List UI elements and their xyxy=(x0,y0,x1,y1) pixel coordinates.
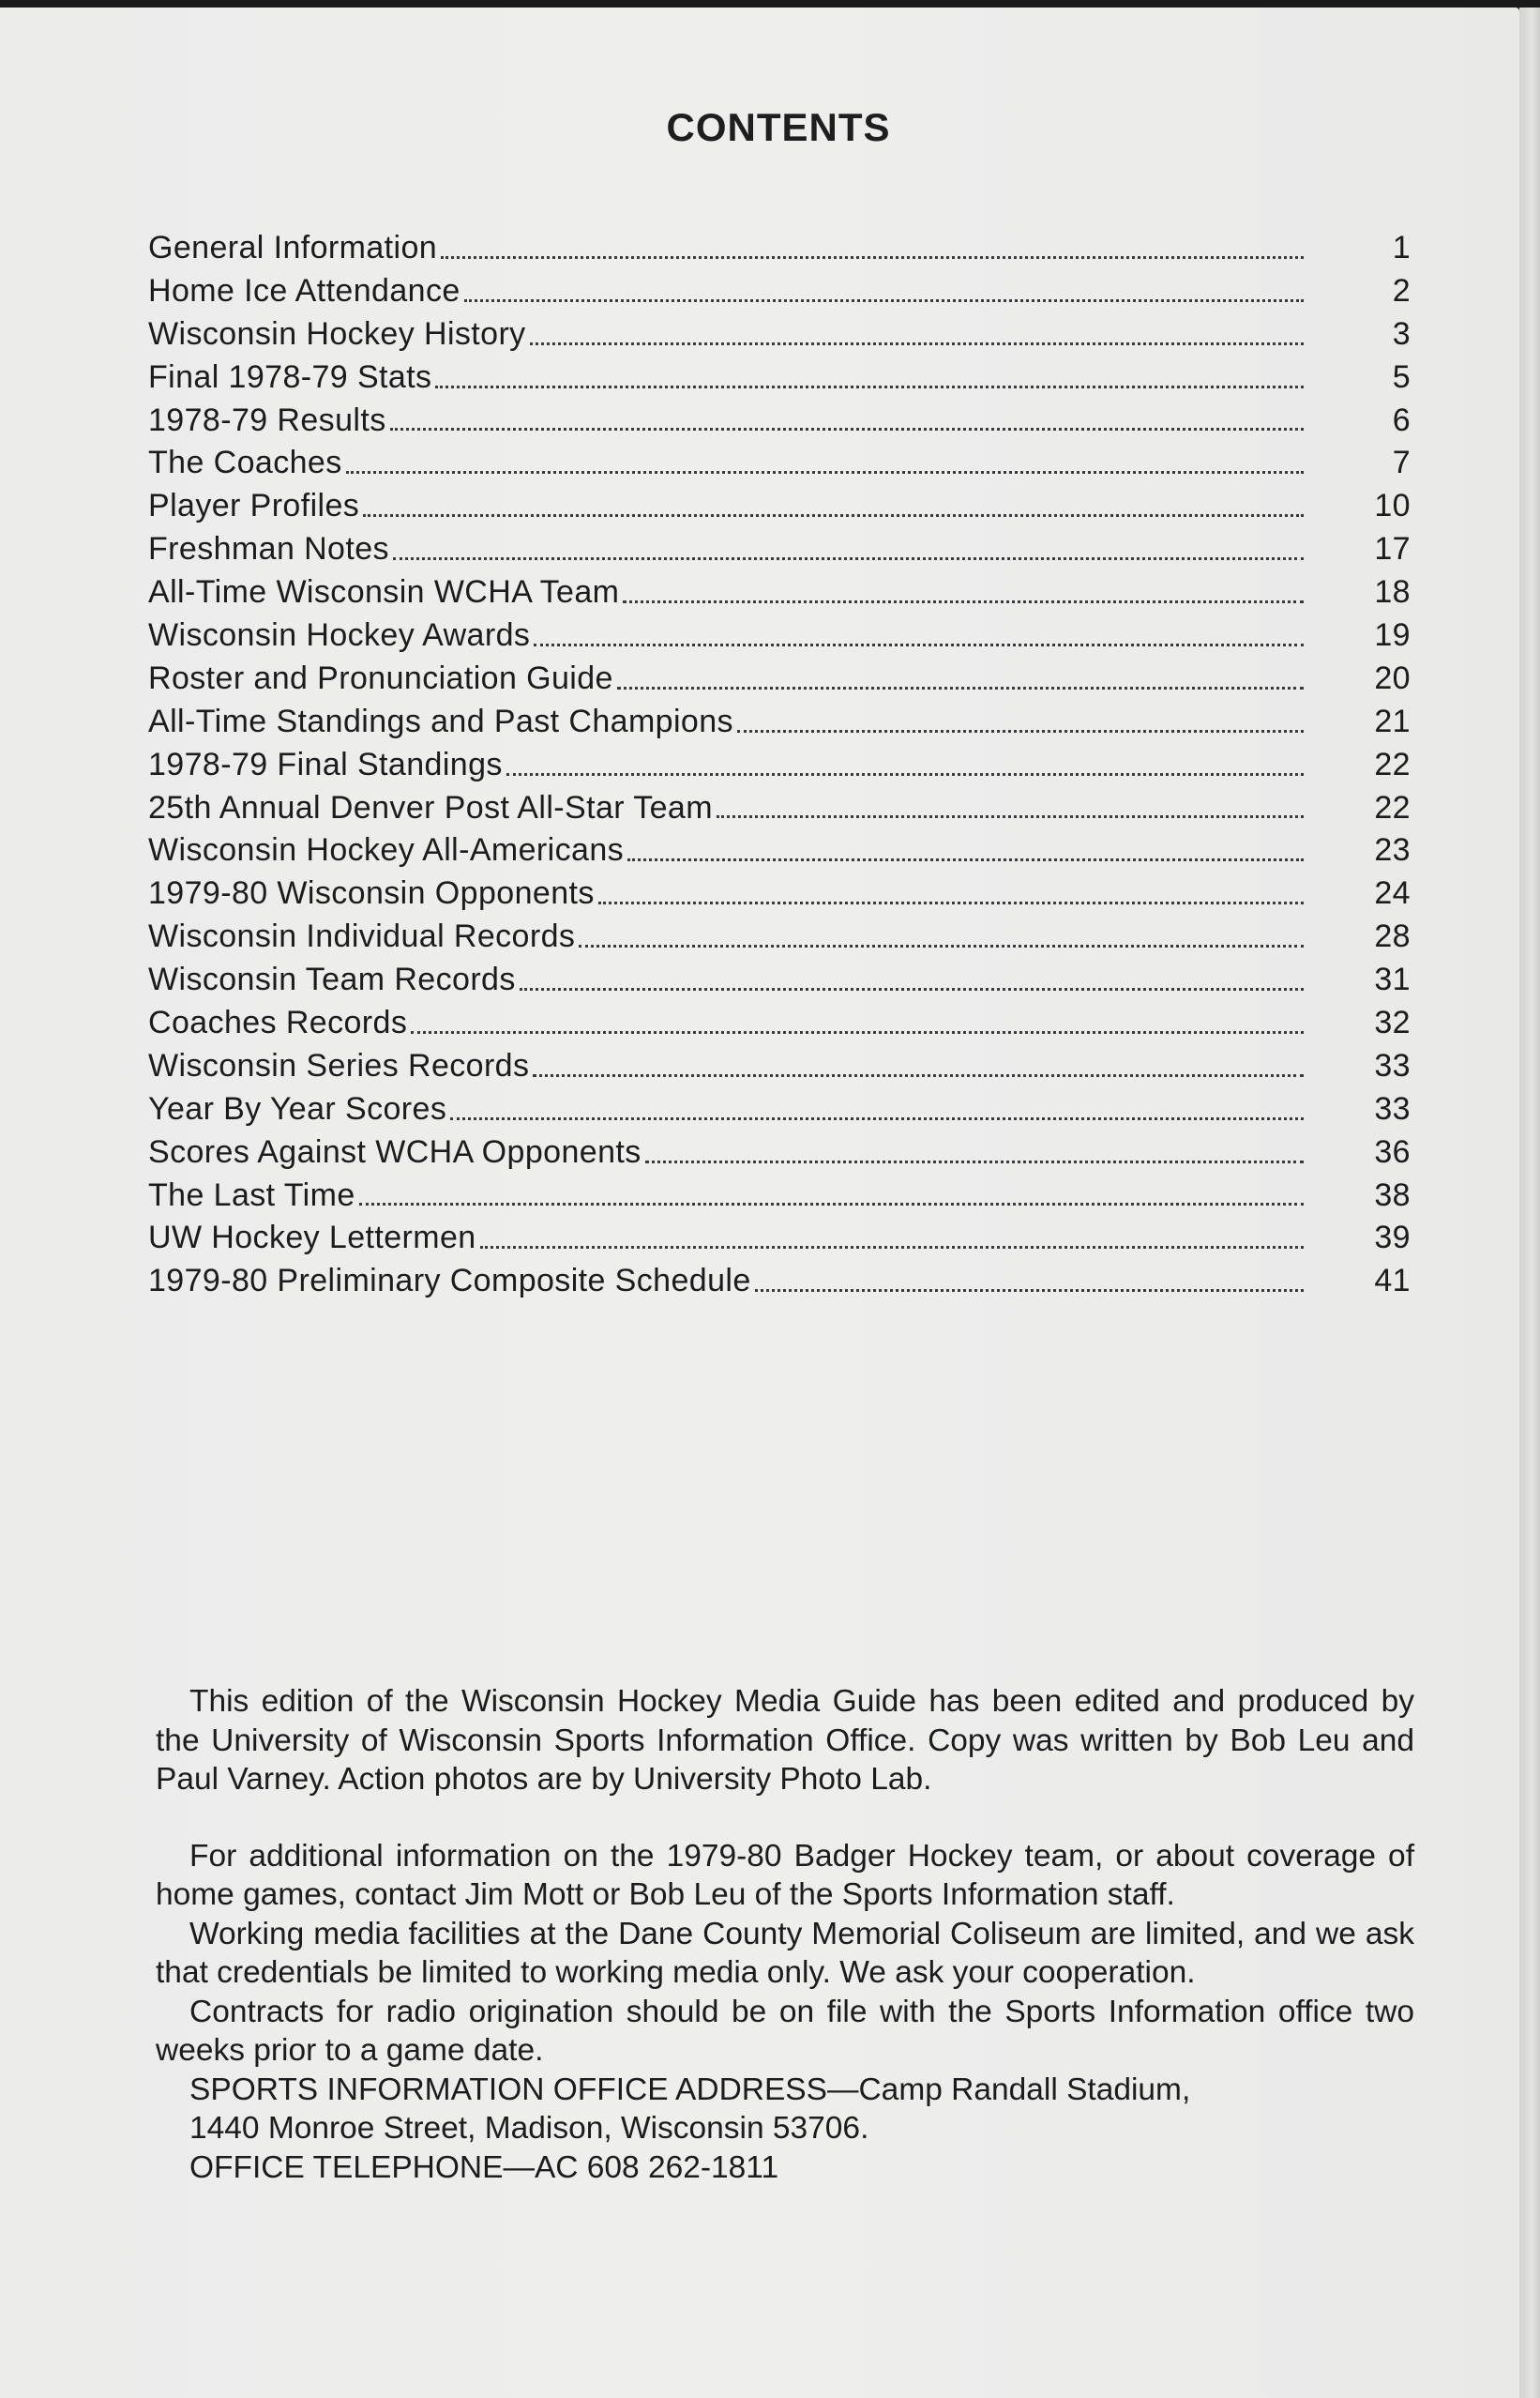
dot-leader xyxy=(441,256,1304,259)
credits-paragraph: This edition of the Wisconsin Hockey Media Guide has been edited and produced by the University of Wisconsin Sports Information Office. Copy was written by Bob Leu and Paul Varney. Action photos are by University Photo Lab. xyxy=(156,1684,1414,1797)
dot-leader xyxy=(435,386,1304,388)
toc-entry xyxy=(148,227,1411,270)
toc-entry-title: The Coaches xyxy=(148,445,342,481)
dot-leader xyxy=(346,471,1304,474)
page-edge xyxy=(1519,8,1540,2398)
toc-entry xyxy=(148,658,1411,701)
toc-entry xyxy=(148,787,1411,830)
dot-leader xyxy=(530,342,1304,345)
media-guide-notes xyxy=(156,1682,1414,2187)
toc-entry xyxy=(148,1260,1411,1303)
toc-entry-page-number: 7 xyxy=(1392,445,1411,481)
dot-leader xyxy=(737,730,1304,733)
toc-entry xyxy=(148,916,1411,959)
toc-entry-title: Wisconsin Hockey History xyxy=(148,315,526,352)
dot-leader xyxy=(617,687,1304,690)
dot-leader xyxy=(533,1074,1304,1077)
toc-entry xyxy=(148,528,1411,571)
dot-leader xyxy=(393,557,1304,560)
media-facilities-paragraph: Working media facilities at the Dane County Memorial Coliseum are limited, and we ask that credentials be limited to working media only. We ask your cooperation. xyxy=(156,1916,1414,1990)
toc-entry-title: Player Profiles xyxy=(148,488,360,524)
dot-leader xyxy=(623,600,1304,603)
dot-leader xyxy=(359,1203,1304,1206)
toc-entry xyxy=(148,1002,1411,1045)
toc-entry xyxy=(148,442,1411,485)
toc-entry-page-number: 28 xyxy=(1374,918,1411,955)
toc-entry-page-number: 2 xyxy=(1392,272,1411,309)
toc-entry-title: Wisconsin Individual Records xyxy=(148,918,576,955)
toc-entry-page-number: 22 xyxy=(1374,789,1411,826)
toc-entry-title: General Information xyxy=(148,229,438,266)
toc-entry-page-number: 21 xyxy=(1374,703,1411,739)
toc-entry-page-number: 38 xyxy=(1374,1176,1411,1213)
toc-entry-page-number: 1 xyxy=(1392,229,1411,266)
toc-entry-title: Wisconsin Series Records xyxy=(148,1047,530,1084)
toc-entry-page-number: 22 xyxy=(1374,746,1411,782)
toc-entry xyxy=(148,1045,1411,1088)
dot-leader xyxy=(755,1289,1304,1292)
dot-leader xyxy=(534,644,1304,646)
toc-entry xyxy=(148,571,1411,615)
toc-entry xyxy=(148,873,1411,916)
toc-entry xyxy=(148,400,1411,443)
dot-leader xyxy=(363,514,1304,517)
toc-entry-page-number: 31 xyxy=(1374,962,1411,998)
dot-leader xyxy=(579,945,1304,948)
page-title: CONTENTS xyxy=(666,105,891,149)
toc-entry xyxy=(148,1217,1411,1260)
contact-paragraph: For additional information on the 1979-80 Badger Hockey team, or about coverage of home games, contact Jim Mott or Bob Leu of the Sports Information staff. xyxy=(156,1838,1414,1912)
toc-entry xyxy=(148,313,1411,357)
toc-entry-page-number: 24 xyxy=(1374,875,1411,912)
toc-entry xyxy=(148,270,1411,313)
toc-entry-page-number: 10 xyxy=(1374,488,1411,524)
toc-entry xyxy=(148,1088,1411,1131)
office-address-line-2: 1440 Monroe Street, Madison, Wisconsin 53706. xyxy=(189,2111,869,2146)
toc-entry-title: 1978-79 Results xyxy=(148,402,386,438)
dot-leader xyxy=(645,1161,1304,1163)
toc-entry-title: Wisconsin Hockey All-Americans xyxy=(148,832,625,869)
toc-entry-page-number: 18 xyxy=(1374,574,1411,611)
toc-entry xyxy=(148,357,1411,400)
toc-entry-page-number: 5 xyxy=(1392,358,1411,395)
toc-entry-title: All-Time Wisconsin WCHA Team xyxy=(148,574,620,611)
toc-entry-title: 1978-79 Final Standings xyxy=(148,746,503,782)
toc-entry-page-number: 39 xyxy=(1374,1220,1411,1256)
dot-leader xyxy=(480,1246,1304,1249)
toc-entry-title: The Last Time xyxy=(148,1176,355,1213)
dot-leader xyxy=(506,773,1304,776)
office-telephone: OFFICE TELEPHONE—AC 608 262-1811 xyxy=(189,2149,779,2185)
dot-leader xyxy=(598,902,1304,904)
toc-entry-title: 1979-80 Preliminary Composite Schedule xyxy=(148,1263,751,1299)
dot-leader xyxy=(520,988,1304,991)
toc-entry-title: All-Time Standings and Past Champions xyxy=(148,703,733,739)
toc-entry-title: Roster and Pronunciation Guide xyxy=(148,660,613,696)
toc-entry-title: 1979-80 Wisconsin Opponents xyxy=(148,875,595,912)
toc-entry-title: Home Ice Attendance xyxy=(148,272,460,309)
toc-entry-title: Freshman Notes xyxy=(148,531,389,568)
toc-entry xyxy=(148,485,1411,528)
toc-entry-page-number: 20 xyxy=(1374,660,1411,696)
dot-leader xyxy=(464,299,1304,302)
toc-entry xyxy=(148,744,1411,787)
toc-entry xyxy=(148,829,1411,873)
radio-paragraph: Contracts for radio origination should be on file with the Sports Information office two weeks prior to a game date. xyxy=(156,1994,1414,2068)
toc-entry-title: Scores Against WCHA Opponents xyxy=(148,1133,642,1170)
toc-entry-page-number: 36 xyxy=(1374,1133,1411,1170)
toc-entry-title: Coaches Records xyxy=(148,1005,408,1041)
dot-leader xyxy=(627,858,1304,861)
toc-entry xyxy=(148,615,1411,658)
toc-entry-page-number: 19 xyxy=(1374,617,1411,653)
toc-entry-page-number: 17 xyxy=(1374,531,1411,568)
dot-leader xyxy=(450,1117,1304,1120)
office-address-line-1: SPORTS INFORMATION OFFICE ADDRESS—Camp Randall Stadium, xyxy=(189,2072,1191,2107)
toc-entry-title: Wisconsin Hockey Awards xyxy=(148,617,531,653)
toc-entry-title: UW Hockey Lettermen xyxy=(148,1220,476,1256)
toc-entry-page-number: 32 xyxy=(1374,1005,1411,1041)
dot-leader xyxy=(411,1031,1304,1034)
toc-entry-title: Final 1978-79 Stats xyxy=(148,358,432,395)
toc-entry-page-number: 3 xyxy=(1392,315,1411,352)
toc-entry-title: 25th Annual Denver Post All-Star Team xyxy=(148,789,713,826)
toc-entry-page-number: 41 xyxy=(1374,1263,1411,1299)
toc-entry xyxy=(148,959,1411,1002)
toc-entry xyxy=(148,1131,1411,1175)
dot-leader xyxy=(717,815,1304,818)
toc-entry xyxy=(148,701,1411,744)
toc-entry-page-number: 33 xyxy=(1374,1090,1411,1127)
toc-entry-title: Year By Year Scores xyxy=(148,1090,447,1127)
dot-leader xyxy=(390,428,1304,431)
toc-entry-page-number: 33 xyxy=(1374,1047,1411,1084)
table-of-contents xyxy=(148,227,1411,1303)
toc-entry-title: Wisconsin Team Records xyxy=(148,962,516,998)
toc-entry-page-number: 23 xyxy=(1374,832,1411,869)
toc-entry-page-number: 6 xyxy=(1392,402,1411,438)
toc-entry xyxy=(148,1175,1411,1218)
